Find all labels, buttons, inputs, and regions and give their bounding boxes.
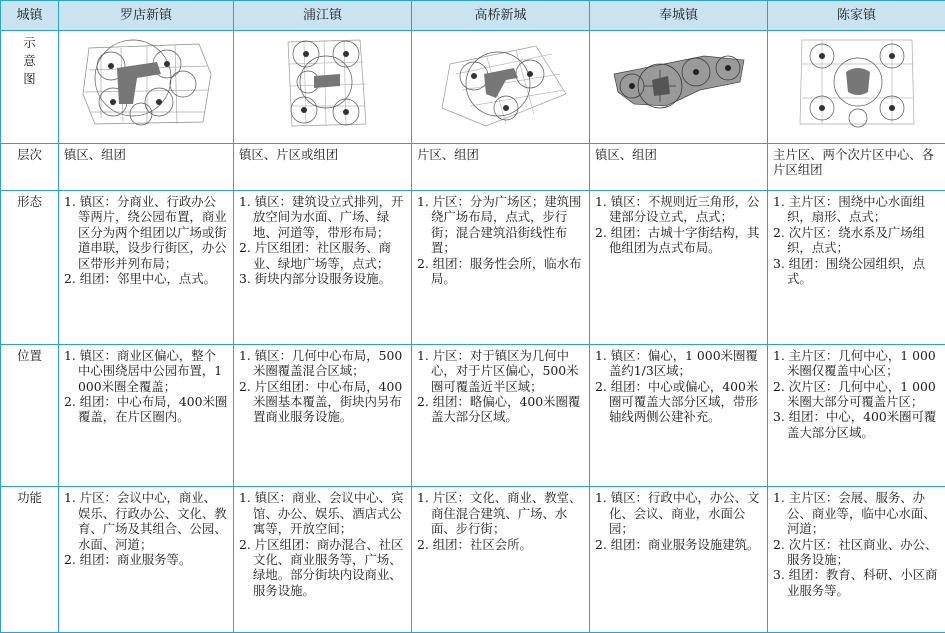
list-item: 1. 片区：会议中心，商业、娱乐、行政办公、文化、教育、广场及其组合、公园、水面、河道；	[64, 490, 227, 552]
level-fengcheng: 镇区、组团	[590, 143, 768, 190]
row-label-level: 层次	[1, 143, 59, 190]
list-item: 1. 片区：文化、商业、教堂、商住混合建筑、广场、水面、步行街；	[417, 490, 582, 537]
list-item: 1. 主片区：几何中心，1 000米圈仅覆盖中心区；	[773, 347, 936, 379]
corner-header: 城镇	[1, 1, 59, 31]
row-label-map: 示 意 图	[1, 31, 59, 144]
list-item: 2. 次片区：几何中心，1 000米圈大部分可覆盖片区；	[773, 378, 936, 410]
function-fengcheng	[590, 487, 768, 633]
form-row	[1, 190, 945, 344]
form-fengcheng	[590, 190, 768, 344]
town-header-luodian: 罗店新镇	[59, 1, 234, 31]
list-item: 2. 次片区：社区商业、办公、服务设施；	[773, 536, 938, 567]
form-luodian	[59, 190, 234, 344]
list-item: 1. 片区：分为广场区；建筑围绕广场布局，点式，步行街；混合建筑沿街线性布置；	[417, 193, 582, 256]
position-chenjia	[768, 344, 945, 487]
level-chenjia: 主片区、两个次片区中心、各片区组团	[768, 143, 945, 190]
town-header-fengcheng: 奉城镇	[590, 1, 768, 31]
map-pujiang	[234, 31, 412, 144]
list-item: 1. 镇区：偏心，1 000米圈覆盖约1/3区域；	[595, 347, 758, 379]
list-item: 1. 主片区：围绕中心水面组织，扇形、点式；	[773, 193, 926, 225]
list-item: 2. 组团：服务性会所，临水布局。	[417, 255, 582, 286]
list-item: 1. 镇区：几何中心布局，500米圈覆盖混合区域；	[239, 347, 403, 379]
position-gaoqiao	[412, 344, 590, 487]
header-row	[1, 1, 945, 31]
list-item: 3. 组团：中心，400米圈可覆盖大部分区域。	[773, 409, 937, 440]
position-pujiang	[234, 344, 412, 487]
list-item: 1. 镇区：分商业、行政办公等两片，绕公园布置，商业区分为两个组团以广场或街道串联，设步行街区，办公区带形并列布局；	[64, 193, 227, 271]
row-label-function: 功能	[1, 487, 59, 633]
town-header-chenjia: 陈家镇	[768, 1, 945, 31]
row-label-form: 形态	[1, 190, 59, 344]
list-item: 1. 镇区：行政中心，办公、文化、会议、商业，水面公园；	[595, 490, 760, 537]
list-item: 3. 组团：围绕公园组织，点式。	[773, 255, 926, 286]
list-item: 2. 片区组团：中心布局，400米圈基本覆盖，街块内另布置商业服务设施。	[239, 378, 403, 425]
map-chenjia	[768, 31, 945, 144]
list-item: 2. 片区组团：商办混合、社区文化、商业服务等，广场、绿地。部分街块内设商业、服务设施。	[239, 536, 404, 598]
town-header-pujiang: 浦江镇	[234, 1, 412, 31]
list-item: 2. 组团：商业服务等。	[64, 551, 192, 567]
list-item: 2. 组团：略偏心，400米圈覆盖大部分区域。	[417, 394, 581, 425]
function-luodian	[59, 487, 234, 633]
position-row	[1, 344, 945, 487]
map-row	[1, 31, 945, 144]
map-gaoqiao	[412, 31, 590, 144]
list-item: 1. 片区：对于镇区为几何中心，对于片区偏心，500米圈可覆盖近半区域；	[417, 347, 579, 394]
list-item: 3. 组团：教育、科研、小区商业服务等。	[773, 567, 938, 598]
map-luodian	[59, 31, 234, 144]
list-item: 1. 镇区：不规则近三角形，公建部分设立式，点式；	[595, 193, 760, 225]
level-pujiang: 镇区、片区或组团	[234, 143, 412, 190]
map-fengcheng	[590, 31, 768, 144]
list-item: 2. 组团：古城十字街结构，其他组团为点式布局。	[595, 224, 760, 256]
level-gaoqiao: 片区、组团	[412, 143, 590, 190]
list-item: 2. 组团：中心或偏心，400米圈可覆盖大部分区域，带形轴线两侧公建补充。	[595, 378, 759, 425]
list-item: 2. 次片区：绕水系及广场组织，点式；	[773, 224, 926, 256]
form-gaoqiao	[412, 190, 590, 344]
function-row	[1, 487, 945, 633]
form-chenjia	[768, 190, 945, 344]
position-fengcheng	[590, 344, 768, 487]
list-item: 2. 组团：商业服务设施建筑。	[595, 536, 760, 552]
function-gaoqiao	[412, 487, 590, 633]
list-item: 1. 镇区：商业、会议中心、宾馆、办公、娱乐、酒店式公寓等，开放空间；	[239, 490, 404, 537]
function-chenjia	[768, 487, 945, 633]
list-item: 1. 镇区：建筑设立式排列，开放空间为水面、广场、绿地、河道等，带形布局；	[239, 193, 404, 240]
list-item: 2. 组团：中心布局，400米圈覆盖，在片区圈内。	[64, 394, 228, 425]
function-pujiang	[234, 487, 412, 633]
level-row	[1, 143, 945, 190]
form-pujiang	[234, 190, 412, 344]
list-item: 3. 街块内部分设服务设施。	[239, 271, 392, 286]
list-item: 2. 组团：邻里中心，点式。	[64, 271, 217, 286]
list-item: 1. 主片区：会展、服务、办公、商业等，临中心水面、河道；	[773, 490, 936, 537]
list-item: 1. 镇区：商业区偏心，整个中心围绕居中公园布置，1 000米圈全覆盖；	[64, 347, 223, 394]
list-item: 2. 片区组团：社区服务、商业、绿地广场等，点式；	[239, 240, 392, 271]
row-label-position: 位置	[1, 344, 59, 487]
town-header-gaoqiao: 高桥新城	[412, 1, 590, 31]
position-luodian	[59, 344, 234, 487]
level-luodian: 镇区、组团	[59, 143, 234, 190]
list-item: 2. 组团：社区会所。	[417, 536, 532, 552]
